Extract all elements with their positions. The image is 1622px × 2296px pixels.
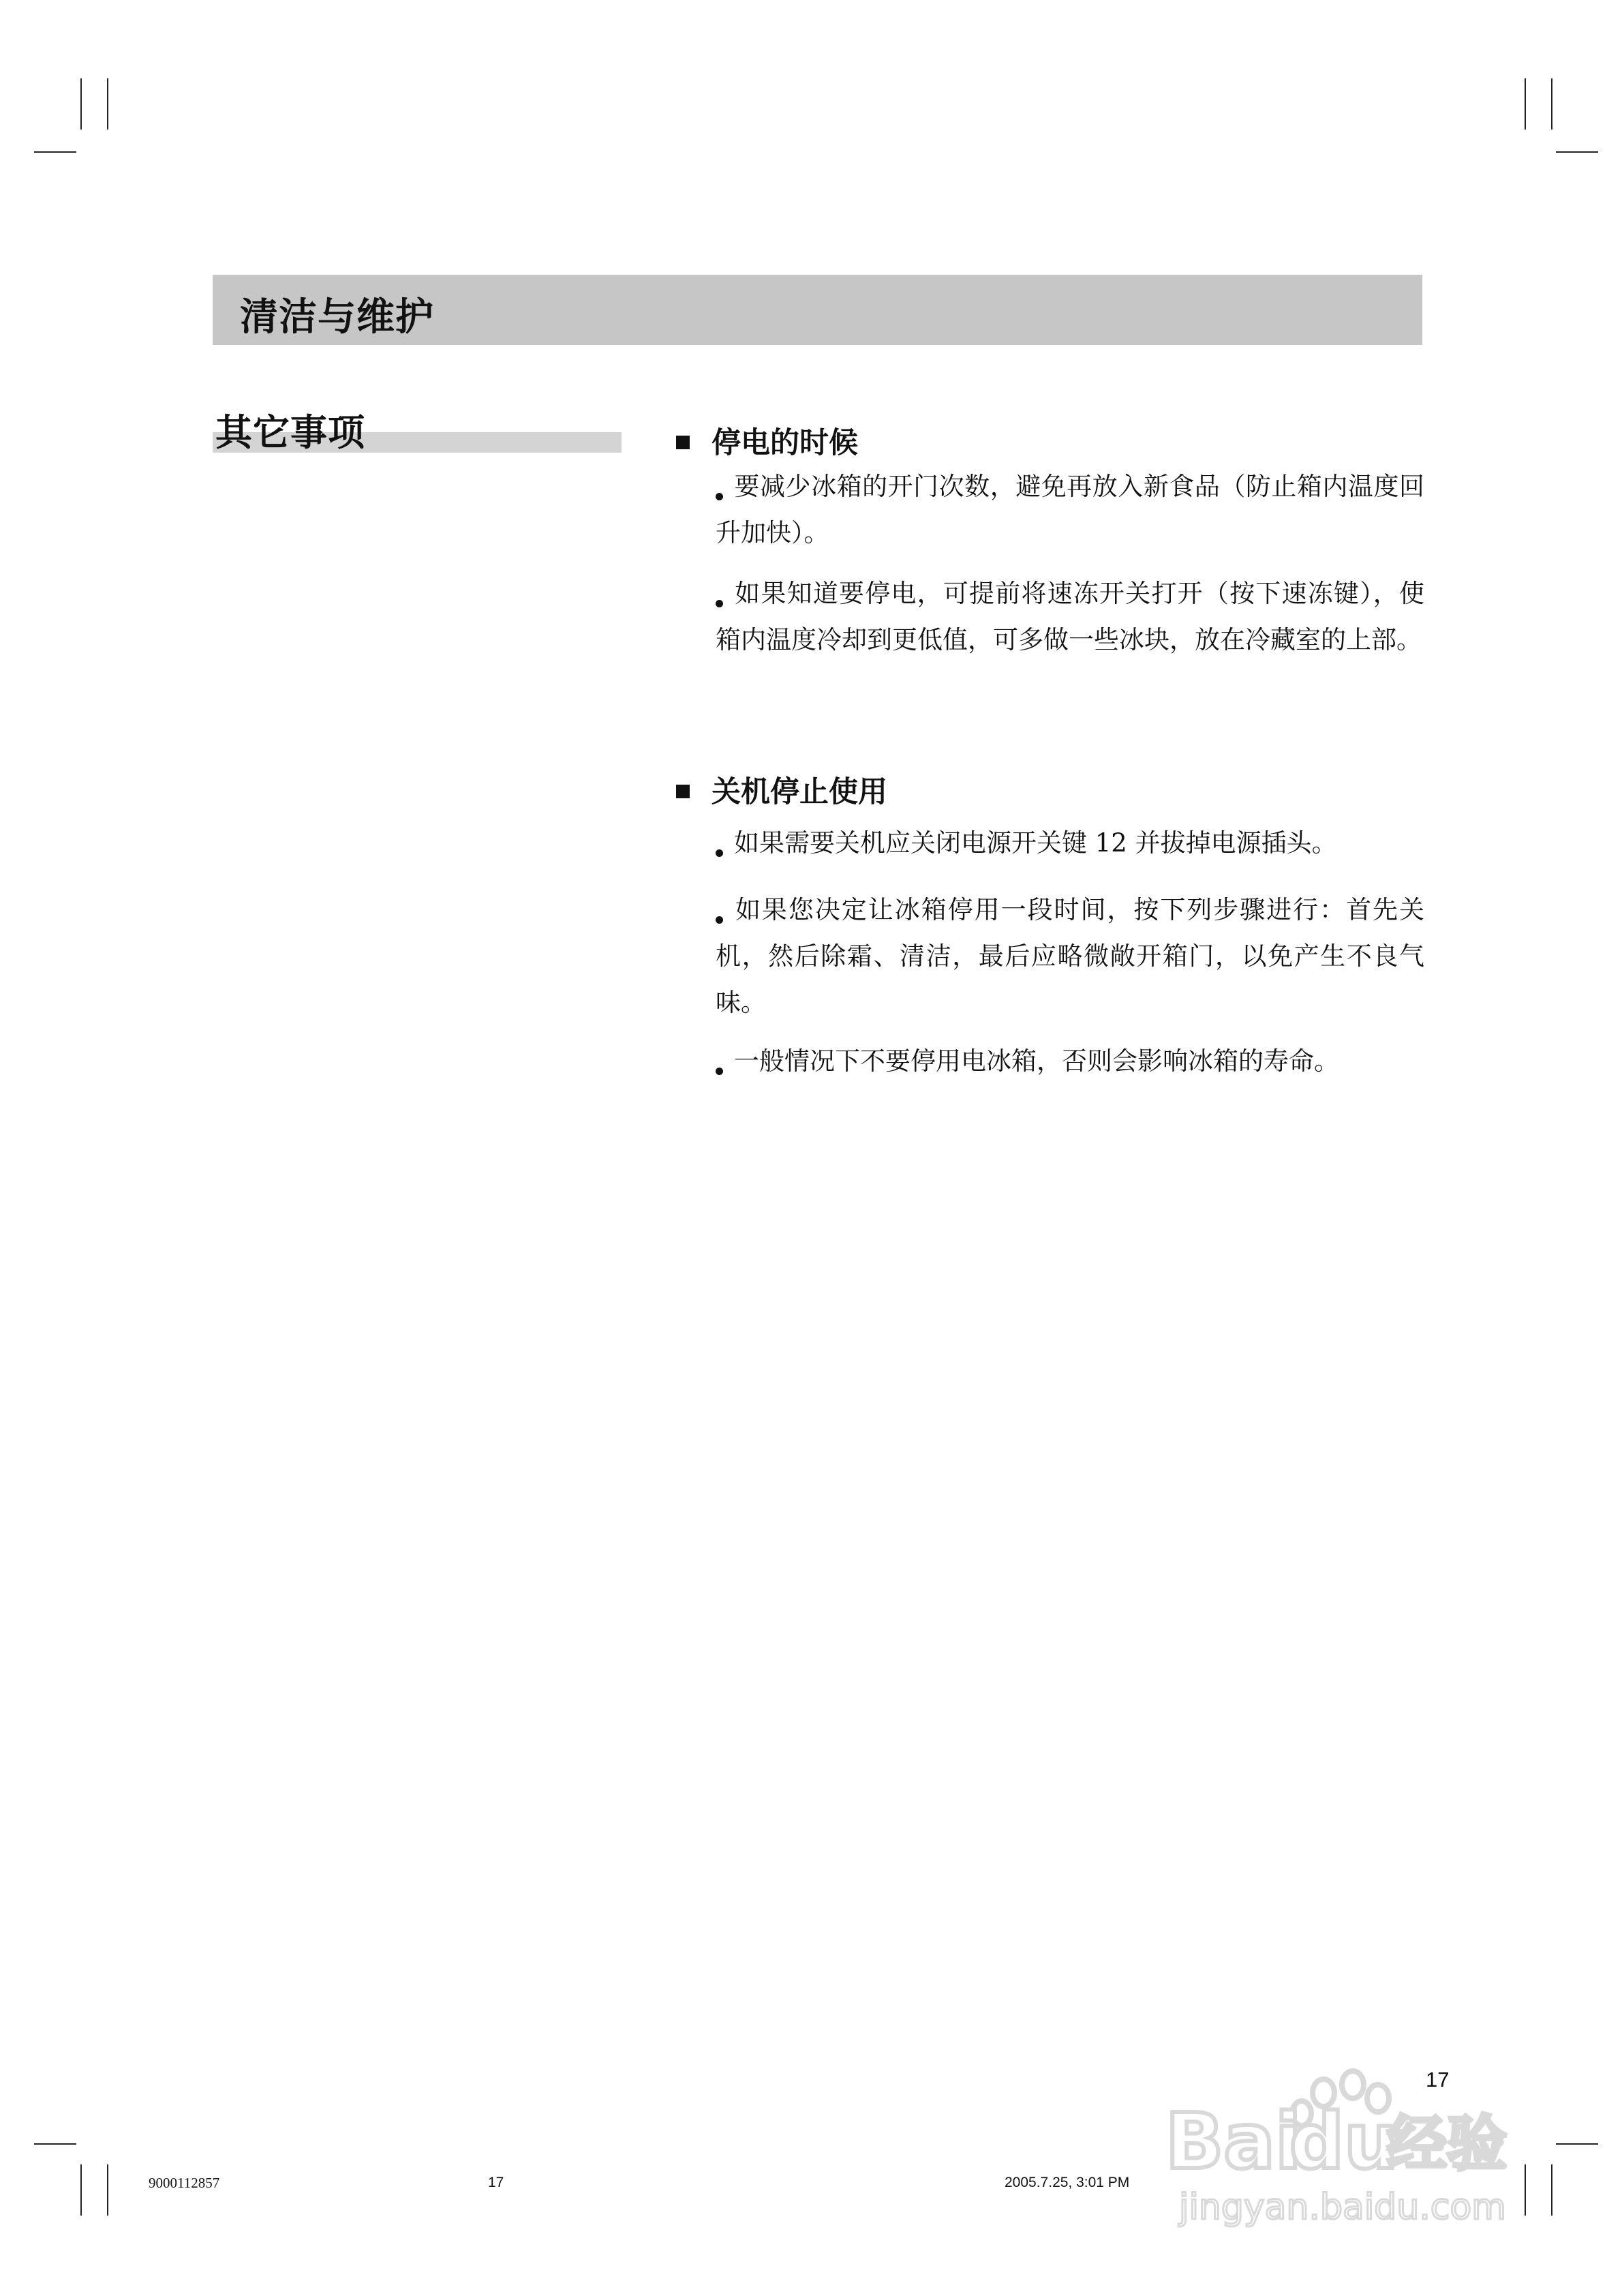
- baidu-watermark-logo: [1159, 2066, 1527, 2236]
- list-item: 如果知道要停电，可提前将速冻开关打开（按下速冻键），使箱内温度冷却到更低值，可多做一些冰块，放在冷藏室的上部。: [716, 579, 1424, 654]
- crop-mark: [34, 2143, 76, 2145]
- bullet-dot-icon: [716, 1068, 723, 1075]
- crop-mark: [107, 78, 108, 130]
- bullet-dot-icon: [716, 849, 723, 857]
- bullet-dot-icon: [716, 493, 723, 500]
- crop-mark: [107, 2164, 108, 2216]
- sidebar-title: 其它事项: [215, 411, 365, 454]
- list-item: 要减少冰箱的开门次数，避免再放入新食品（防止箱内温度回升加快）。: [716, 472, 1424, 547]
- list-item: 一般情况下不要停用电冰箱，否则会影响冰箱的寿命。: [716, 1038, 1424, 1085]
- crop-mark: [80, 78, 82, 130]
- header-bar: [213, 275, 1422, 345]
- crop-mark: [80, 2164, 82, 2216]
- footer-code: 9000112857: [149, 2175, 220, 2191]
- svg-text:jingyan.baidu.com: jingyan.baidu.com: [1179, 2187, 1506, 2228]
- bullet-dot-icon: [716, 600, 723, 607]
- square-bullet-icon: [676, 785, 690, 798]
- crop-mark: [1556, 2143, 1598, 2145]
- page-number: 17: [1426, 2068, 1450, 2091]
- list-item: 如果您决定让冰箱停用一段时间，按下列步骤进行：首先关机，然后除霜、清洁，最后应略微敞开箱门，以免产生不良气味。: [716, 895, 1424, 1017]
- bullet-dot-icon: [716, 916, 723, 924]
- footer-date: 2005.7.25, 3:01 PM: [1005, 2175, 1130, 2190]
- crop-mark: [34, 151, 76, 153]
- section-title: 关机停止使用: [711, 774, 887, 809]
- square-bullet-icon: [676, 436, 690, 449]
- crop-mark: [1551, 2164, 1552, 2216]
- page-title: 清洁与维护: [240, 295, 434, 339]
- section-heading: [676, 420, 858, 461]
- footer-page: 17: [488, 2175, 504, 2190]
- section-title: 停电的时候: [711, 425, 858, 460]
- crop-mark: [1556, 151, 1598, 153]
- crop-mark: [1525, 78, 1526, 130]
- svg-text:经验: 经验: [1387, 2109, 1508, 2179]
- list-item: 如果需要关机应关闭电源开关键 12 并拔掉电源插头。: [716, 820, 1424, 866]
- svg-text:Bai: Bai: [1165, 2098, 1302, 2186]
- section-heading: [676, 769, 887, 810]
- crop-mark: [1551, 78, 1552, 130]
- svg-text:du: du: [1289, 2098, 1398, 2186]
